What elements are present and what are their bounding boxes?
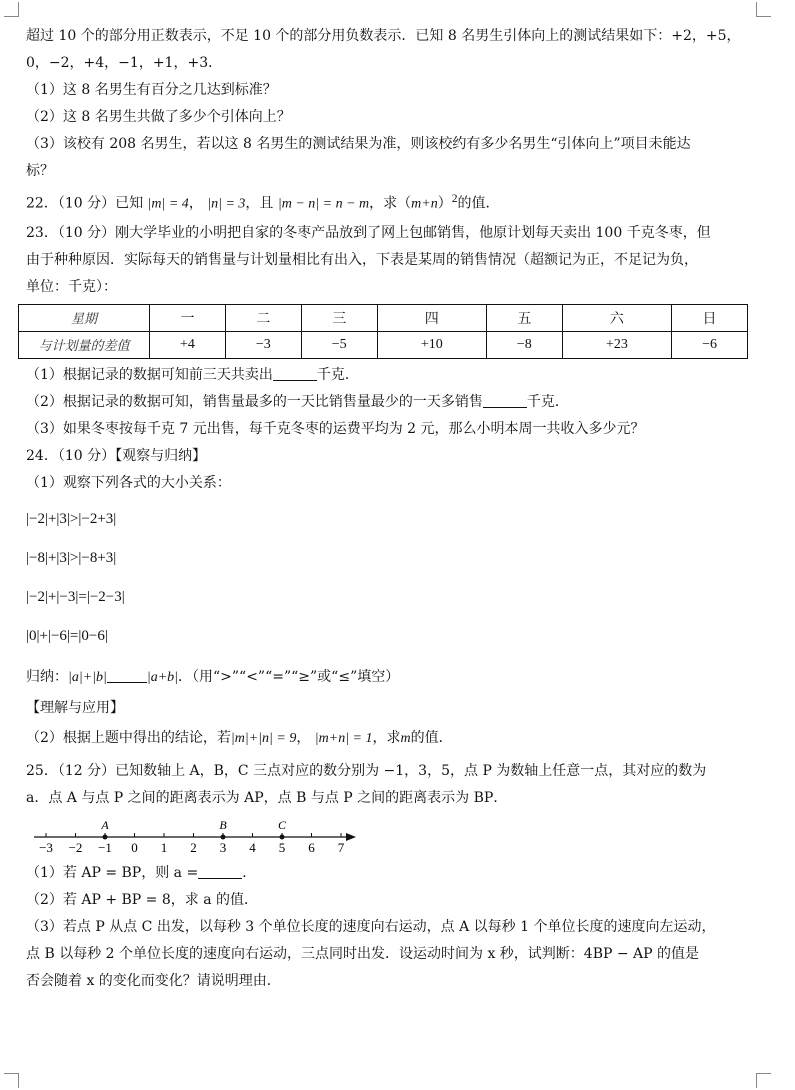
number-line-svg xyxy=(32,815,362,855)
table-cell: 四 xyxy=(377,304,486,331)
table-cell: 二 xyxy=(225,304,301,331)
formula-line: |−8|+|3|>|−8+3| xyxy=(26,549,117,566)
table-cell: +4 xyxy=(150,331,226,358)
q25-part3-cont: 点 B 以每秒 2 个单位长度的速度向右运动，三点同时出发．设运动时间为 x 秒，试判断：4BP − AP 的值是 xyxy=(26,945,700,962)
q25-part1: （1）若 AP = BP，则 a = ． xyxy=(26,864,257,881)
tick-label: −2 xyxy=(68,839,83,855)
exam-page xyxy=(26,26,761,998)
tick-label: 0 xyxy=(131,839,138,855)
point-a-label: A xyxy=(101,817,109,832)
q21-part1: （1）这 8 名男生有百分之几达到标准？ xyxy=(26,82,277,98)
table-cell: 五 xyxy=(486,304,562,331)
q22-expr: m+n xyxy=(411,196,438,212)
table-cell: −5 xyxy=(301,331,377,358)
crop-mark-bottom-right xyxy=(756,1073,771,1088)
formula-line: |−2|+|−3|=|−2−3| xyxy=(26,588,125,605)
point-a-dot xyxy=(103,834,108,839)
q22: 22．（10 分）已知 |m| = 4， |n| = 3，且 |m − n| = n − m，求$(m+n)^2$的值． xyxy=(26,192,500,212)
q25-part2: （2）若 AP + BP = 8，求 a 的值． xyxy=(26,891,259,908)
crop-mark-top-left xyxy=(4,2,19,17)
table-cell: −3 xyxy=(225,331,301,358)
table-cell: +10 xyxy=(377,331,486,358)
answer-blank[interactable] xyxy=(198,864,242,879)
table-row xyxy=(19,331,748,358)
q23-line3: 单位：千克）： xyxy=(26,278,117,295)
point-b-label: B xyxy=(219,817,227,832)
q22-condition: |m − n| = n − m xyxy=(277,196,370,212)
point-c-dot xyxy=(280,834,285,839)
crop-mark-bottom-left xyxy=(4,1073,19,1088)
tick-label: 1 xyxy=(160,839,168,855)
q24-part2: （2）根据上题中得出的结论，若|m|+|n| = 9， |m+n| = 1，求m的值． xyxy=(26,729,453,746)
q23-line1: 23．（10 分）刚大学毕业的小明把自家的冬枣产品放到了网上包邮销售，他原计划每天卖出 100 千克冬枣，但 xyxy=(26,224,711,241)
q23-line2: 由于种种原因．实际每天的销售量与计划量相比有出入，下表是某周的销售情况（超额记为正，不足记为负， xyxy=(26,251,698,268)
table-header-row xyxy=(19,304,748,331)
tick-label: 3 xyxy=(219,839,227,855)
tick-label: 6 xyxy=(308,839,315,855)
crop-mark-top-right xyxy=(756,2,771,17)
q21-part3-cont: 标？ xyxy=(26,163,54,179)
q24-summary: 归纳：|a|+|b| |a+b|．（用“>”“<”“=”“≥”或“≤”填空） xyxy=(26,668,400,685)
answer-blank[interactable] xyxy=(107,668,147,683)
formula-line: |−2|+|3|>|−2+3| xyxy=(26,510,117,527)
number-line xyxy=(32,815,761,859)
q25-line2: a．点 A 与点 P 之间的距离表示为 AP，点 B 与点 P 之间的距离表示为 BP． xyxy=(26,789,508,806)
table-cell: 星期 xyxy=(19,304,150,331)
table-cell: 与计划量的差值 xyxy=(19,331,150,358)
table-cell: 日 xyxy=(672,304,748,331)
q24-subhead: 【理解与应用】 xyxy=(26,699,124,716)
q25-part3-end: 否会随着 x 的变化而变化？请说明理由． xyxy=(26,972,281,989)
table-cell: −8 xyxy=(486,331,562,358)
q21-data: 0，−2，+4，−1，+1，+3． xyxy=(26,55,223,71)
answer-blank[interactable] xyxy=(273,366,317,381)
answer-blank[interactable] xyxy=(483,393,527,408)
q24-part1: （1）观察下列各式的大小关系： xyxy=(26,474,231,491)
tick-label: −3 xyxy=(39,839,53,855)
table-cell: +23 xyxy=(562,331,671,358)
tick-label: 5 xyxy=(278,839,286,855)
q23-part1: （1）根据记录的数据可知前三天共卖出 千克． xyxy=(26,366,359,383)
tick-label: 7 xyxy=(337,839,345,855)
q21-part3: （3）该校有 208 名男生，若以这 8 名男生的测试结果为准，则该校约有多少名男生“引体向上”项目未能达 xyxy=(26,136,691,152)
tick-label: 4 xyxy=(249,839,256,855)
q22-n-abs: |n| = 3 xyxy=(207,196,246,212)
q25-line1: 25．（12 分）已知数轴上 A，B，C 三点对应的数分别为 −1，3，5，点 P 为数轴上任意一点，其对应的数为 xyxy=(26,762,707,779)
q23-part3: （3）如果冬枣按每千克 7 元出售，每千克冬枣的运费平均为 2 元，那么小明本周一共收入多少元？ xyxy=(26,420,645,437)
q24-head: 24．（10 分）【观察与归纳】 xyxy=(26,447,207,464)
q23-part2: （2）根据记录的数据可知，销售量最多的一天比销售量最少的一天多销售 千克． xyxy=(26,393,569,410)
table-cell: 三 xyxy=(301,304,377,331)
formula-line: |0|+|−6|=|0−6| xyxy=(26,627,108,644)
tick-label: 2 xyxy=(190,839,197,855)
point-b-dot xyxy=(221,834,226,839)
tick-label: −1 xyxy=(98,839,112,855)
point-c-label: C xyxy=(277,817,287,832)
q21-part2: （2）这 8 名男生共做了多少个引体向上？ xyxy=(26,109,291,125)
q22-m-abs: |m| = 4 xyxy=(147,196,189,212)
q25-part3: （3）若点 P 从点 C 出发，以每秒 3 个单位长度的速度向右运动，点 A 以每秒 1 个单位长度的速度向左运动， xyxy=(26,918,716,935)
table-cell: 六 xyxy=(562,304,671,331)
table-cell: 一 xyxy=(150,304,226,331)
sales-table xyxy=(18,304,748,359)
q21-intro: 超过 10 个的部分用正数表示，不足 10 个的部分用负数表示．已知 8 名男生引体向上的测试结果如下：+2，+5， xyxy=(26,28,741,44)
table-cell: −6 xyxy=(672,331,748,358)
arrow-icon xyxy=(346,833,356,841)
